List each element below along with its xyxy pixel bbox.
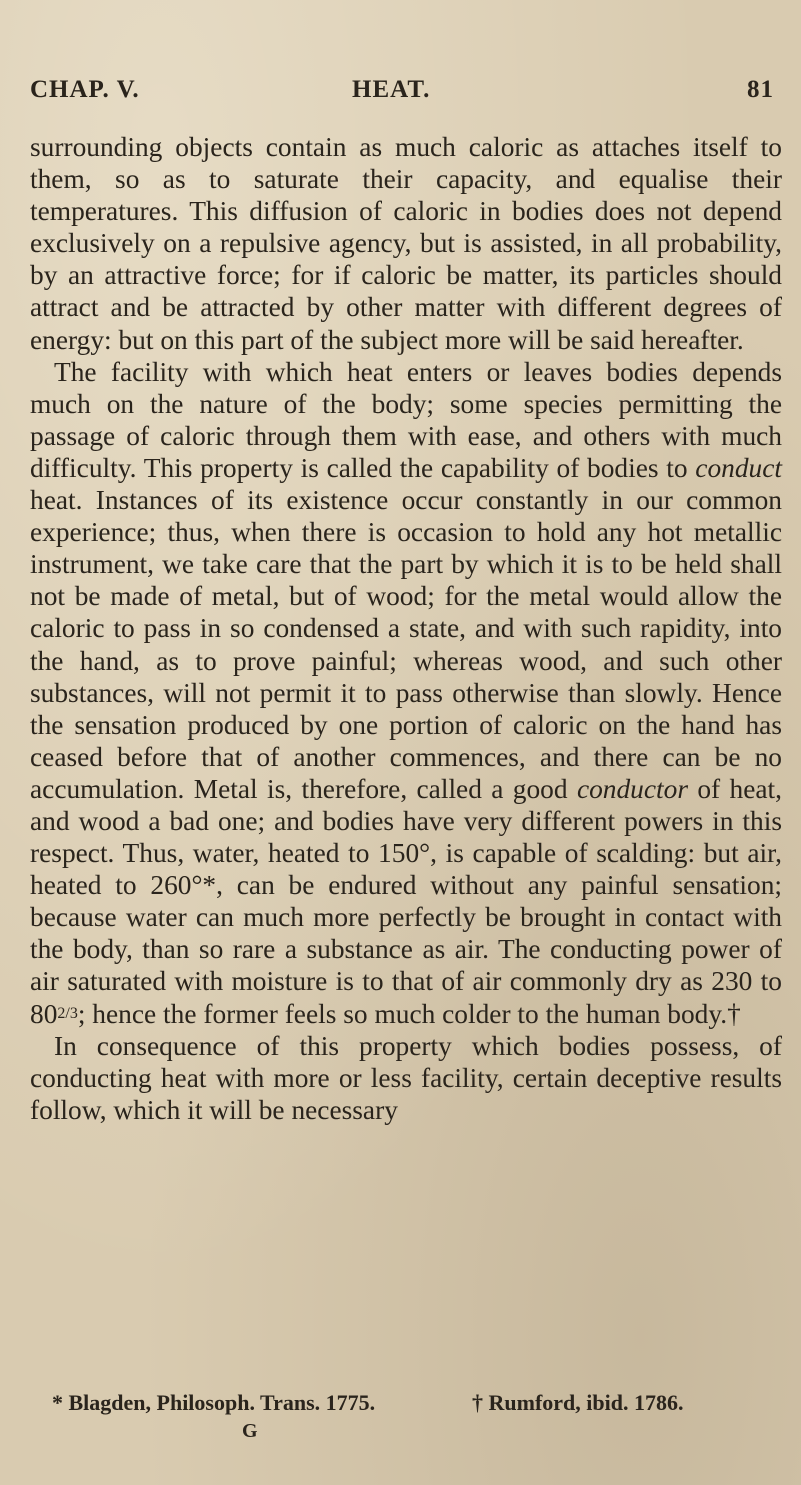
paragraph xyxy=(30,1030,782,1126)
page-number: 81 xyxy=(747,76,774,103)
text-run: of heat, and wood a bad one; and bodies have very different powers in this respect. Thus, water, heated to 150°, is capable of scalding: but air, heated to 260°*, can be endured without any painful sensation; because water can much more perfectly be brought in contact with the body, than so rare a substance as air. The conducting power of air saturated with moisture is to that of air commonly dry as 230 to 80 xyxy=(30,773,783,1029)
fraction: 2/3 xyxy=(57,1004,78,1022)
italic-term: conduct xyxy=(695,452,782,483)
text-run: The facility with which heat enters or leaves bodies depends much on the nature of the body; some species permitting the passage of caloric through them with ease, and others with much difficulty. This property is called the capability of bodies to xyxy=(30,356,782,483)
italic-term: conductor xyxy=(576,773,688,804)
running-head xyxy=(30,76,788,112)
running-title: HEAT. xyxy=(352,76,431,103)
footnote-blagden: * Blagden, Philosoph. Trans. 1775. xyxy=(52,1390,376,1415)
paragraph xyxy=(30,131,782,356)
signature-mark: G xyxy=(242,1420,258,1442)
footnote-rumford: † Rumford, ibid. 1786. xyxy=(472,1390,684,1415)
text-run: ; hence the former feels so much colder to the human body.† xyxy=(77,998,741,1029)
paragraph xyxy=(30,356,782,1030)
footnotes xyxy=(52,1390,772,1420)
text-run: heat. Instances of its existence occur constantly in our common experience; thus, when there is occasion to hold any hot metallic instrument, we take care that the part by which it is to be held shall not be made of metal, but of wood; for the metal would allow the caloric to pass in so condensed a state, and with such rapidity, into the hand, as to prove painful; whereas wood, and such other substances, will not permit it to pass otherwise than slowly. Hence the sensation produced by one portion of caloric on the hand has ceased before that of another commences, and there can be no accumulation. Metal is, therefore, called a good xyxy=(30,485,782,804)
text-run: surrounding objects contain as much caloric as attaches itself to them, so as to saturate their capacity, and equalise their temperatures. This diffusion of caloric in bodies does not depend exclusively on a repulsive agency, but is assisted, in all probability, by an attractive force; for if caloric be matter, its particles should attract and be attracted by other matter with different degrees of energy: but on this part of the subject more will be said hereafter. xyxy=(30,132,782,355)
chapter-label: CHAP. V. xyxy=(30,76,140,103)
body-text xyxy=(30,131,782,1126)
text-run: In consequence of this property which bodies possess, of conducting heat with more or less facility, certain deceptive results follow, which it will be necessary xyxy=(30,1030,782,1125)
